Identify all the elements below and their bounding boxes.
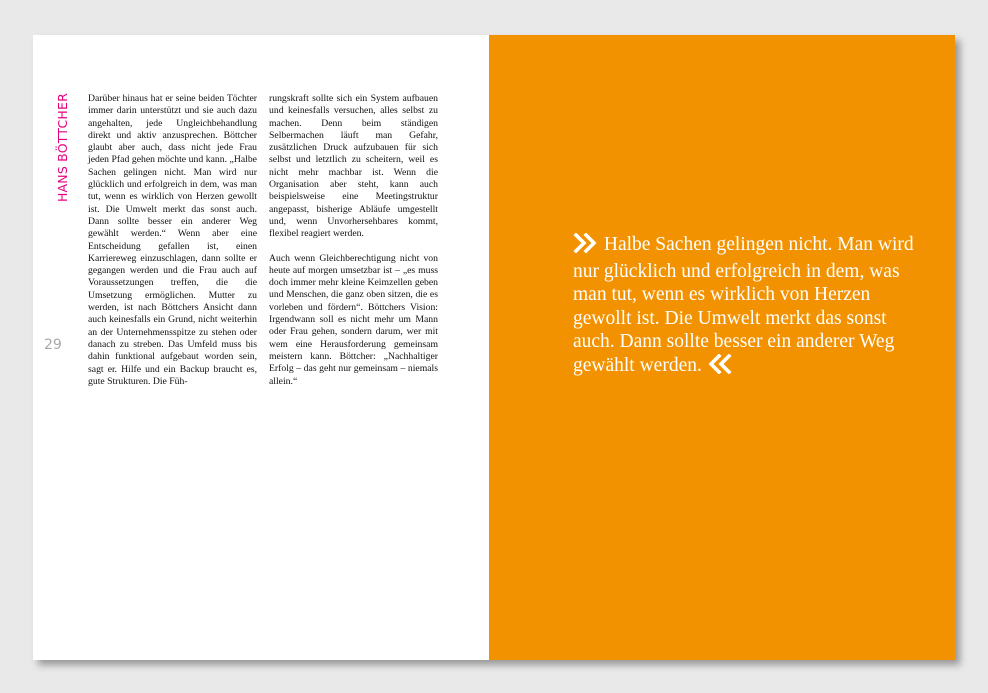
body-paragraph: rungskraft sollte sich ein System aufbauen und keinesfalls versuchen, alles selbst zu machen. Denn beim ständigen Selbermachen läuft man Gefahr, zusätzlichen Druck aufzubauen für sich selbst und letztlich zu scheitern, weil es nicht mehr machbar ist. Wenn die Organisation aber steht, kann auch beispielsweise eine Meetingstruktur angepasst, bisherige Abläufe umgestellt und, wenn Unvorhersehbares kommt, flexibel reagiert werden. <box>269 93 438 240</box>
text-column-1 <box>88 93 257 388</box>
double-chevron-left-icon <box>707 354 733 381</box>
pull-quote-text: Halbe Sachen gelingen nicht. Man wird nur glücklich und erfolgreich in dem, was man tut, wenn es wirklich von Herzen gewollt ist. Die Umwelt merkt das sonst auch. Dann sollte besser ein anderer Weg gewählt werden. <box>573 234 914 376</box>
right-page <box>489 35 955 660</box>
text-column-2 <box>269 93 438 388</box>
book-spread <box>33 35 955 660</box>
left-page <box>33 35 489 660</box>
double-chevron-right-icon <box>573 233 599 260</box>
page-number: 29 <box>44 337 62 353</box>
running-head: HANS BÖTTCHER <box>55 93 70 203</box>
body-paragraph: Darüber hinaus hat er seine beiden Töchter immer darin unterstützt und sie auch dazu angehalten, jede Ungleichbehandlung direkt und aktiv anzusprechen. Böttcher glaubt aber auch, dass nicht jede Frau jeden Pfad gehen möchte und kann. „Halbe Sachen gelingen nicht. Man wird nur glücklich und erfolgreich in dem, was man tut, wenn es wirklich von Herzen gewollt ist. Die Umwelt merkt das sonst auch. Dann sollte besser ein anderer Weg gewählt werden.“ Wenn aber eine Entscheidung gefallen ist, einen Karriereweg einzuschlagen, dann sollte er gegangen werden und die Frau auch auf Voraussetzungen treffen, die die Umsetzung ermöglichen. Mutter zu werden, ist nach Böttchers Ansicht dann auch keinesfalls ein Grund, nicht weiterhin an der Unternehmensspitze zu stehen oder danach zu streben. Das Umfeld muss bis dahin funktional aufgebaut worden sein, sagt er. Hilfe und ein Backup braucht es, gute Strukturen. Die Füh- <box>88 93 257 387</box>
pull-quote <box>573 233 918 381</box>
body-paragraph: Auch wenn Gleichberechtigung nicht von heute auf morgen umsetzbar ist – „es muss doch immer mehr kleine Keimzellen geben und Menschen, die ganz oben sitzen, die es vorleben und fördern“. Böttchers Vision: Irgendwann soll es nicht mehr um Mann oder Frau gehen, sondern darum, wer mit wem eine Herausforderung gemeinsam meistern kann. Böttcher: „Nachhaltiger Erfolg – das geht nur gemeinsam – niemals allein.“ <box>269 252 438 387</box>
